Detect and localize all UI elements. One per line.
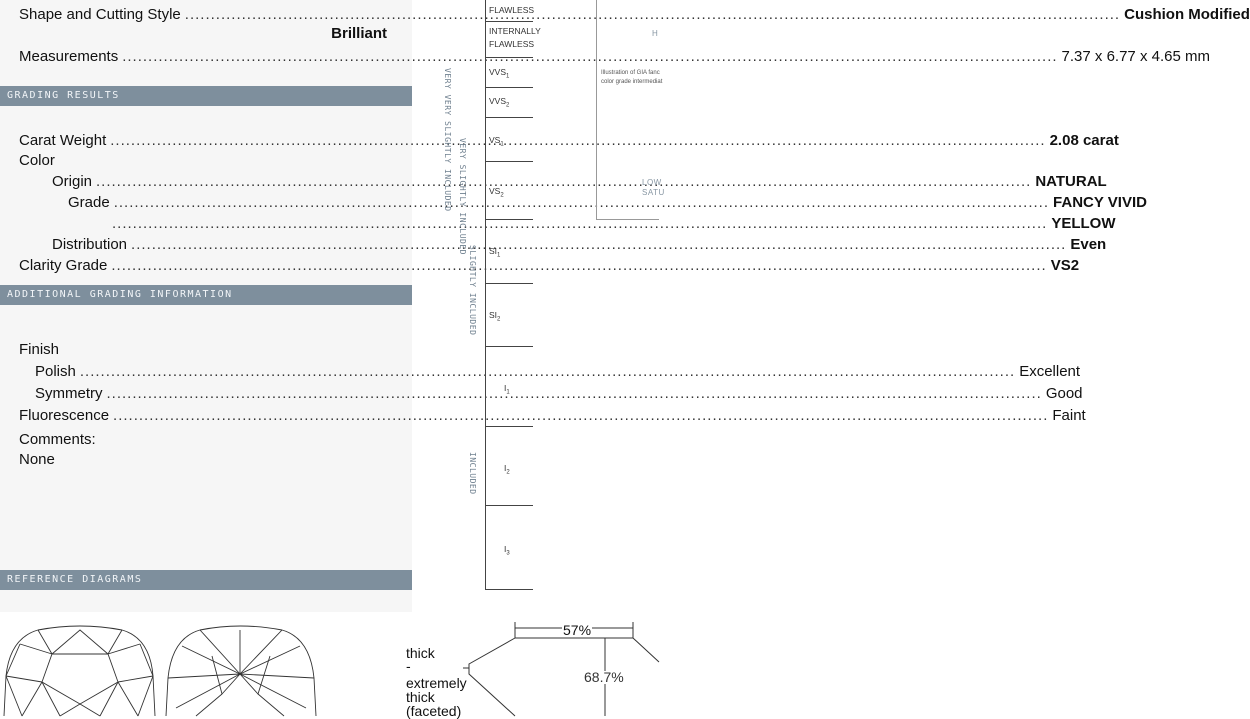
scale-label: FLAWLESS [489,39,535,49]
scale-cell-if [486,22,541,58]
shape-label: Shape and Cutting Style [19,6,181,23]
table-percentage: 57% [563,622,592,638]
scale-label: $I_2$ [504,463,510,476]
carat-label: Carat Weight [19,132,107,149]
scale-cell-si1 [486,220,533,284]
scale-label: $SI_2$ [489,310,501,323]
color-scale-fragment [596,0,659,220]
group-label-vvs: VERY VERY SLIGHTLY INCLUDED [443,68,452,212]
girdle-text: extremely [406,675,467,691]
leader-dots [96,173,1031,191]
scale-cell-vs1 [486,118,533,162]
scale-cell-vvs2 [486,88,533,118]
leader-dots [110,132,1045,150]
polish-value: Excellent [1019,363,1081,380]
symmetry-value: Good [1045,385,1083,402]
measurements-value: 7.37 x 6.77 x 4.65 mm [1061,48,1210,65]
scale-label: $VS_2$ [489,186,504,199]
grade-value: FANCY VIVID [1053,194,1147,211]
scale-cell-flawless [486,0,533,22]
comments-value: None [19,451,55,468]
origin-label: Origin [52,173,93,190]
polish-row [35,363,1081,381]
scale-cell-vvs1 [486,58,533,88]
distribution-label: Distribution [52,236,128,253]
symmetry-label: Symmetry [35,385,103,402]
measurements-row [19,48,1210,66]
scale-label: $SI_1$ [489,246,501,259]
scale-label: $VS_1$ [489,135,504,148]
comments-label: Comments: [19,431,96,448]
scale-label: $VVS_1$ [489,67,510,80]
leader-dots [131,236,1066,254]
section-bar-additional: ADDITIONAL GRADING INFORMATION [0,285,412,305]
clarity-label: Clarity Grade [19,257,108,274]
scale-label: $I_3$ [504,544,510,557]
crown-outline [515,638,659,662]
girdle-text: thick [406,645,435,661]
shape-value-cont: Brilliant [331,25,387,42]
section-bar-reference: REFERENCE DIAGRAMS [0,570,412,590]
girdle-text: (faceted) [406,703,462,719]
fluorescence-label: Fluorescence [19,407,110,424]
group-label-vs: VERY SLIGHTLY INCLUDED [458,138,467,255]
cushion-diagrams [0,616,320,716]
scale-label: FLAWLESS [489,5,535,15]
leader-dots [112,215,1047,233]
girdle-outline [469,638,515,716]
leader-dots [114,194,1049,212]
low-saturation-label-cont: SATU [642,188,665,197]
grade-label: Grade [68,194,110,211]
low-saturation-label: LOW [642,178,662,187]
illustration-caption: Illustration of GIA fanc [601,70,660,76]
grade-row [68,194,1147,212]
color-h-label: H [652,29,659,38]
clarity-scale [485,0,541,590]
cushion-crown-icon [4,626,155,716]
scale-cell-i1 [486,347,533,427]
leader-dots [113,407,1048,425]
distribution-value: Even [1070,236,1107,253]
scale-label: INTERNALLY [489,26,541,36]
finish-label: Finish [19,341,60,358]
polish-label: Polish [35,363,76,380]
grade-row-cont [112,215,1116,233]
leader-dots [80,363,1015,381]
scale-label: $VVS_2$ [489,96,510,109]
section-bar-grading-results: GRADING RESULTS [0,86,412,106]
scale-cell-i3 [486,506,533,590]
shape-value: Cushion Modified [1124,6,1250,23]
scale-label: $I_1$ [504,383,510,396]
color-label: Color [19,152,55,169]
clarity-row [19,257,1080,275]
carat-value: 2.08 carat [1049,132,1119,149]
leader-dots [107,385,1042,403]
scale-cell-i2 [486,427,533,506]
clarity-value: VS2 [1050,257,1080,274]
fluorescence-row [19,407,1086,425]
illustration-caption-cont: color grade intermediat [601,79,663,85]
group-label-si: SLIGHTLY INCLUDED [468,245,477,336]
girdle-text: - [406,658,411,674]
fluorescence-value: Faint [1052,407,1086,424]
cushion-pavilion-icon [166,626,316,716]
depth-percentage: 68.7% [584,669,624,685]
leader-dots [122,48,1057,66]
grade-value-cont: YELLOW [1051,215,1116,232]
origin-value: NATURAL [1035,173,1107,190]
leader-dots [111,257,1046,275]
group-label-included: INCLUDED [468,452,477,495]
proportion-diagram [455,618,659,716]
scale-cell-si2 [486,284,533,347]
scale-cell-vs2 [486,162,533,220]
girdle-text: thick [406,689,435,705]
measurements-label: Measurements [19,48,119,65]
